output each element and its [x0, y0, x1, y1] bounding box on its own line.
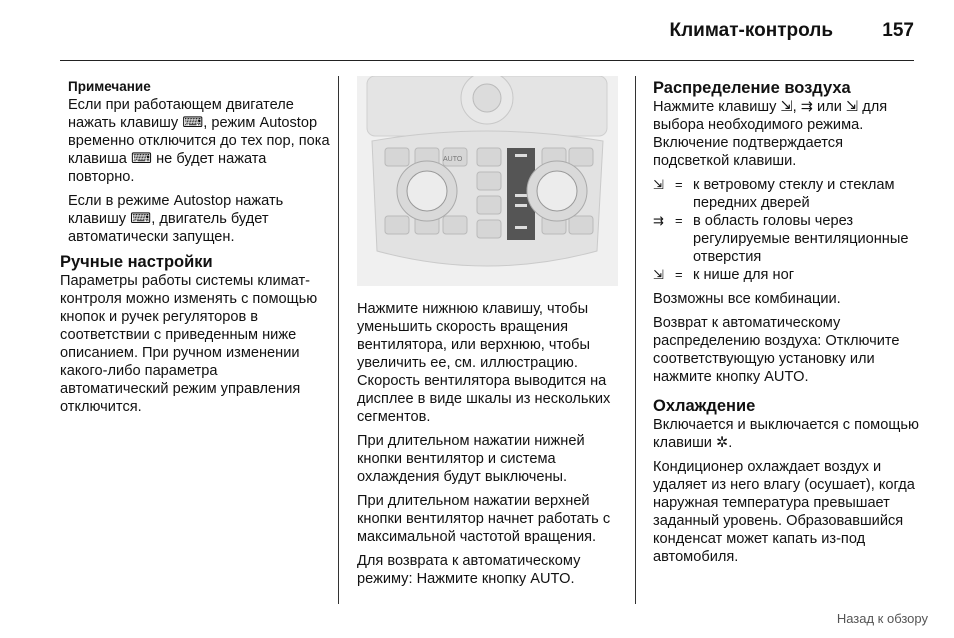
column-1 — [60, 78, 330, 422]
page-header — [670, 20, 914, 42]
header-rule — [60, 60, 914, 61]
note-title: Примечание — [68, 79, 151, 94]
footwell-icon: ⇲ — [653, 267, 664, 282]
column-divider-1 — [338, 76, 339, 604]
page-number: 157 — [882, 20, 914, 41]
air-paragraph-2: Возможны все комбинации. — [653, 291, 841, 307]
air-paragraph-1: Нажмите клавишу ⇲, ⇉ или ⇲ для выбора необходимого режима. Включение подтверждается подсветкой клавиши. — [653, 99, 888, 169]
cooling-paragraph-2: Кондиционер охлаждает воздух и удаляет из него влагу (осушает), когда наружная температура превышает заданный уровень. Образовавшийся конденсат может капать из-под автомобиля. — [653, 459, 915, 565]
column-2 — [357, 300, 622, 594]
air-mode-text: к ветровому стеклу и стеклам передних дверей — [693, 177, 895, 211]
air-mode-text: к нише для ног — [693, 267, 795, 283]
fan-paragraph-3: При длительном нажатии верхней кнопки вентилятор начнет работать с максимальной частотой вращения. — [357, 493, 611, 545]
section-heading-air-distribution: Распределение воздуха — [653, 79, 851, 97]
page-title: Климат-контроль — [669, 20, 834, 41]
air-mode-list — [653, 176, 923, 284]
air-paragraph-3: Возврат к автоматическому распределению воздуха: Отключите соответствующую установку или нажмите кнопку AUTO. — [653, 315, 900, 385]
equals-sign: = — [675, 213, 683, 228]
note-paragraph-2: Если в режиме Autostop нажать клавишу ⌨, двигатель будет автоматически запущен. — [68, 193, 284, 245]
note-paragraph-1: Если при работающем двигателе нажать клавишу ⌨, режим Autostop временно отключится до тех пор, пока клавиша ⌨ не будет нажата повторно. — [68, 97, 330, 185]
climate-panel-illustration — [357, 76, 618, 286]
fan-paragraph-4: Для возврата к автоматическому режиму: Нажмите кнопку AUTO. — [357, 553, 581, 587]
manual-paragraph: Параметры работы системы климат-контроля можно изменять с помощью кнопок и ручек регуляторов в соответствии с приведенным ниже описанием. При ручном изменении какого-либо параметра автоматический режим управления отключится. — [60, 273, 318, 415]
fan-paragraph-2: При длительном нажатии нижней кнопки вентилятор и система охлаждения будут выключены. — [357, 433, 585, 485]
climate-panel-svg — [357, 76, 618, 286]
head-vent-icon: ⇉ — [653, 213, 664, 228]
column-divider-2 — [635, 76, 636, 604]
windshield-icon: ⇲ — [653, 177, 664, 192]
fan-paragraph-1: Нажмите нижнюю клавишу, чтобы уменьшить скорость вращения вентилятора, или верхнюю, чтобы увеличить ее, см. иллюстрацию. Скорость вентилятора выводится на дисплее в виде шкалы из нескольких сегментов. — [357, 301, 611, 425]
equals-sign: = — [675, 267, 683, 282]
cooling-paragraph-1: Включается и выключается с помощью клавиши ✲. — [653, 417, 919, 451]
equals-sign: = — [675, 177, 683, 192]
column-3 — [653, 78, 923, 572]
section-heading-cooling: Охлаждение — [653, 397, 756, 415]
air-mode-text: в область головы через регулируемые вентиляционные отверстия — [693, 213, 909, 265]
back-to-overview-link[interactable]: Назад к обзору — [836, 611, 928, 626]
auto-label: AUTO — [443, 156, 463, 163]
section-heading-manual: Ручные настройки — [60, 253, 213, 271]
